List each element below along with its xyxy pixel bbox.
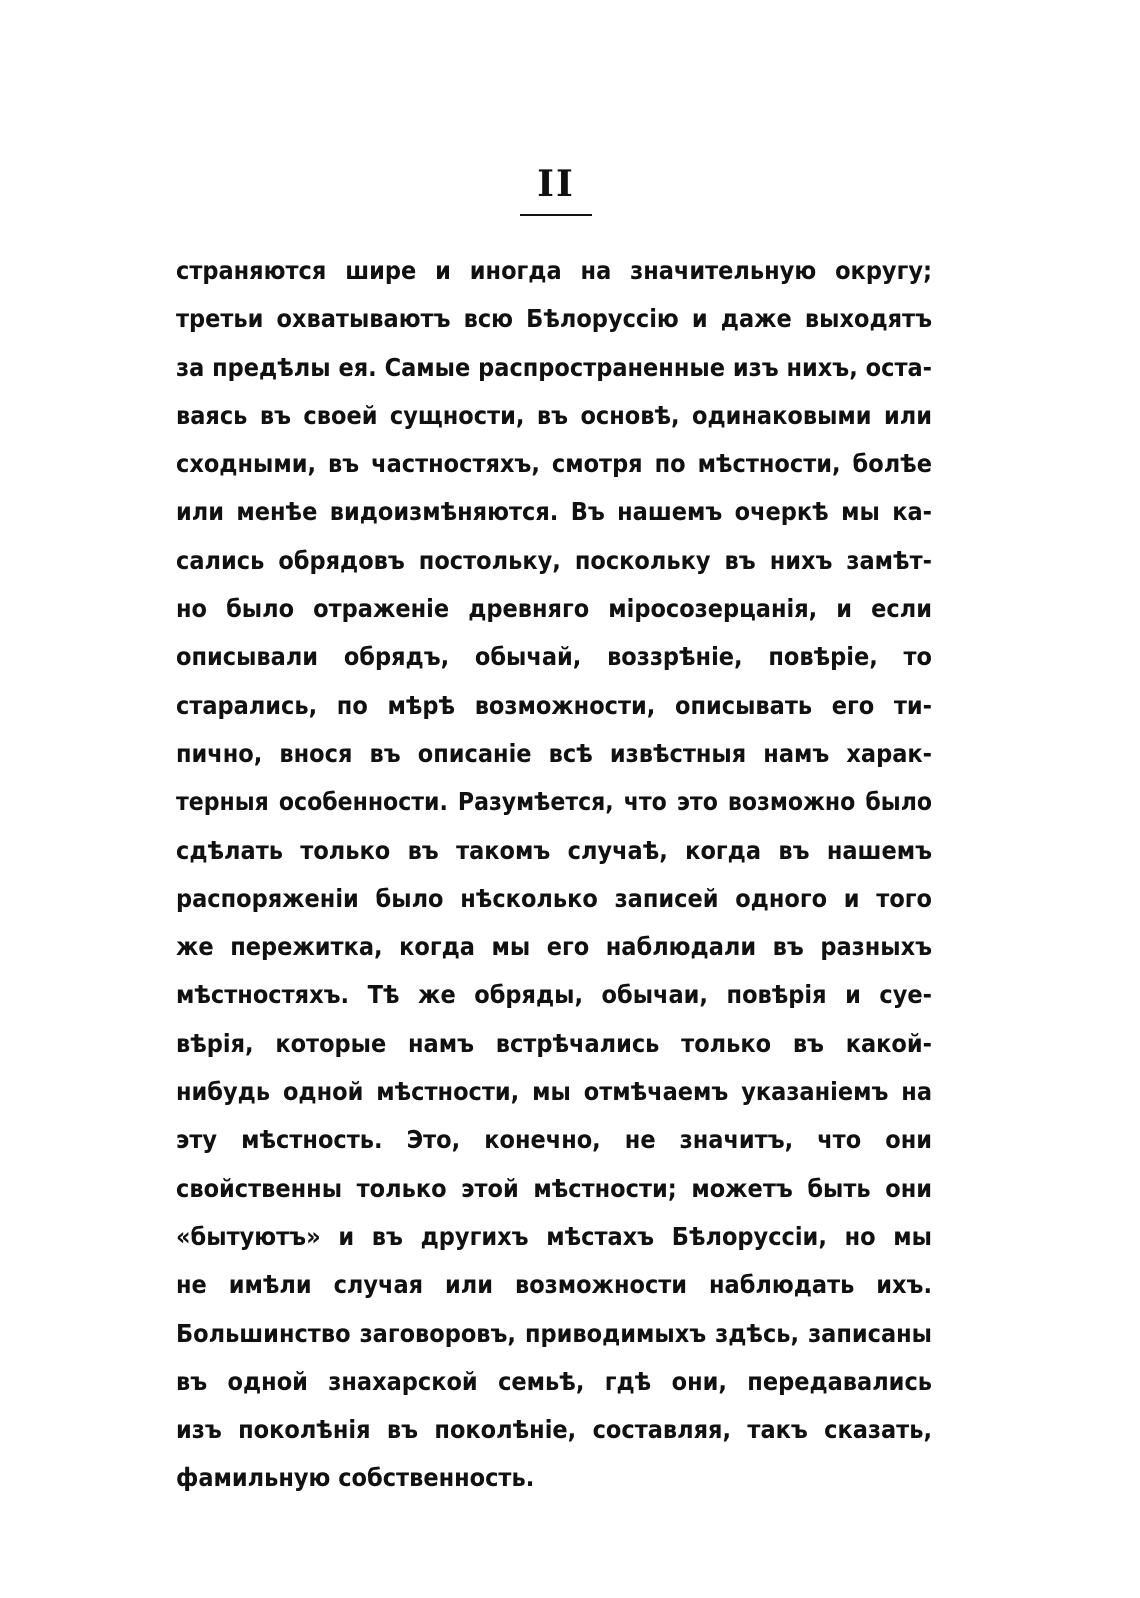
text-line: третьи охватываютъ всю Бѣлоруссію и даже выходятъ bbox=[176, 304, 932, 334]
text-line: описывали обрядъ, обычай, воззрѣніе, повѣріе, то bbox=[176, 642, 932, 672]
text-line: эту мѣстность. Это, конечно, не значитъ, что они bbox=[176, 1125, 932, 1155]
page-number: II bbox=[537, 163, 575, 205]
text-line: фамильную собственность. bbox=[176, 1463, 535, 1493]
text-line: страняются шире и иногда на значительную округу; bbox=[176, 256, 932, 285]
text-line: пично, внося въ описаніе всѣ извѣстныя намъ харак- bbox=[176, 738, 932, 768]
header-rule bbox=[520, 214, 592, 216]
text-line: не имѣли случая или возможности наблюдать ихъ. bbox=[176, 1270, 932, 1300]
text-line: сдѣлать только въ такомъ случаѣ, когда въ нашемъ bbox=[176, 835, 932, 865]
text-line: но было отраженіе древняго міросозерцанія, и если bbox=[176, 594, 932, 624]
text-line: изъ поколѣнія въ поколѣніе, составляя, такъ сказать, bbox=[176, 1415, 932, 1445]
text-line: свойственны только этой мѣстности; можетъ быть они bbox=[176, 1173, 932, 1203]
text-line: или менѣе видоизмѣняются. Въ нашемъ очеркѣ мы ка- bbox=[176, 497, 932, 527]
text-line: Большинство заговоровъ, приводимыхъ здѣсь, записаны bbox=[176, 1318, 932, 1348]
text-line: распоряженіи было нѣсколько записей одного и того bbox=[176, 883, 932, 913]
text-line: сходными, въ частностяхъ, смотря по мѣстности, болѣе bbox=[176, 449, 932, 479]
text-line: въ одной знахарской семьѣ, гдѣ они, передавались bbox=[176, 1366, 932, 1396]
text-line: «бытуютъ» и въ другихъ мѣстахъ Бѣлоруссіи, но мы bbox=[176, 1221, 932, 1251]
text-line: мѣстностяхъ. Тѣ же обряды, обычаи, повѣрія и суе- bbox=[176, 980, 932, 1010]
text-line: сались обрядовъ постольку, поскольку въ нихъ замѣт- bbox=[176, 545, 932, 575]
text-line: нибудь одной мѣстности, мы отмѣчаемъ указаніемъ на bbox=[176, 1077, 932, 1107]
text-line: терныя особенности. Разумѣется, что это возможно было bbox=[176, 787, 932, 817]
text-line: вѣрія, которые намъ встрѣчались только въ какой- bbox=[176, 1028, 932, 1058]
text-line: за предѣлы ея. Самые распространенные изъ нихъ, оста- bbox=[176, 352, 932, 382]
text-line: же пережитка, когда мы его наблюдали въ разныхъ bbox=[176, 932, 932, 962]
page-header bbox=[520, 162, 592, 216]
paragraph bbox=[176, 247, 932, 1503]
text-line: старались, по мѣрѣ возможности, описывать его ти- bbox=[176, 690, 932, 720]
text-line: ваясь въ своей сущности, въ основѣ, одинаковыми или bbox=[176, 400, 932, 430]
